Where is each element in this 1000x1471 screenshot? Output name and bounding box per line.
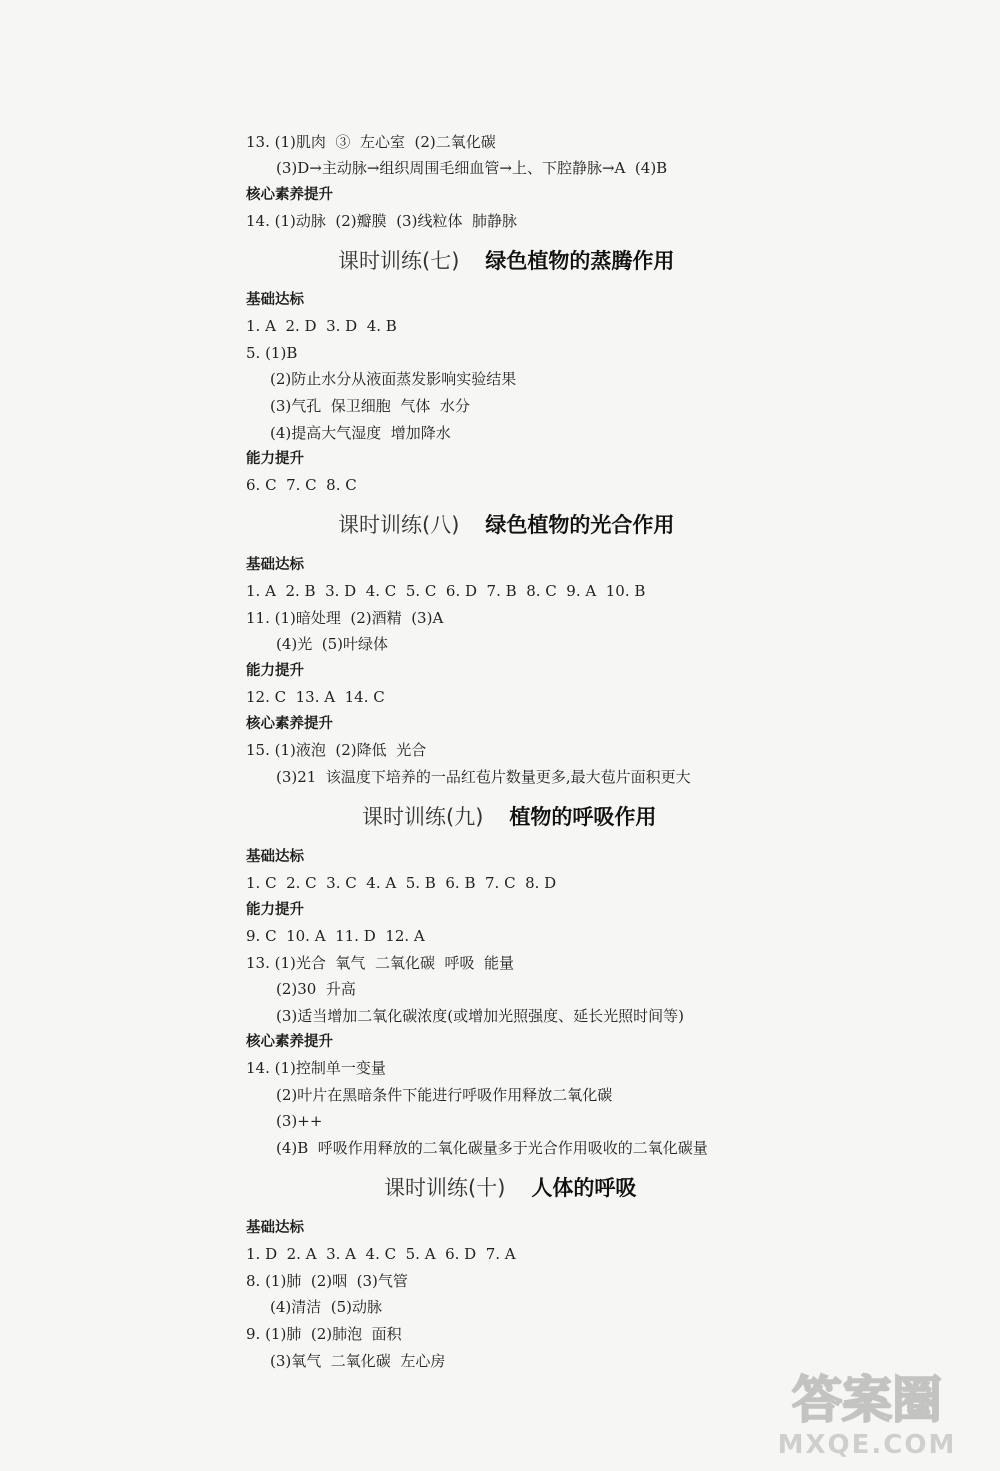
answer-line: (4)B 呼吸作用释放的二氧化碳量多于光合作用吸收的二氧化碳量 bbox=[276, 1139, 708, 1157]
answer-line: 1. C 2. C 3. C 4. A 5. B 6. B 7. C 8. D bbox=[246, 874, 557, 892]
lesson-title bbox=[384, 1173, 636, 1203]
lesson-number: 课时训练(十) bbox=[384, 1176, 506, 1200]
answer-line: (3)D→主动脉→组织周围毛细血管→上、下腔静脉→A (4)B bbox=[276, 159, 668, 177]
answer-line: 13. (1)肌肉 ③ 左心室 (2)二氧化碳 bbox=[246, 133, 496, 151]
answer-line: 9. (1)肺 (2)肺泡 面积 bbox=[246, 1325, 402, 1343]
answer-line: (2)叶片在黑暗条件下能进行呼吸作用释放二氧化碳 bbox=[276, 1086, 613, 1104]
answer-line: (2)防止水分从液面蒸发影响实验结果 bbox=[270, 370, 517, 388]
answer-line: (3)氧气 二氧化碳 左心房 bbox=[270, 1352, 446, 1370]
answer-line: (4)光 (5)叶绿体 bbox=[276, 635, 389, 653]
section-label: 核心素养提升 bbox=[246, 1034, 333, 1050]
section-label: 核心素养提升 bbox=[246, 187, 333, 203]
answer-line: (4)提高大气湿度 增加降水 bbox=[270, 424, 451, 442]
lesson-number: 课时训练(八) bbox=[338, 513, 460, 537]
lesson-topic: 植物的呼吸作用 bbox=[509, 805, 657, 829]
answer-line: 13. (1)光合 氧气 二氧化碳 呼吸 能量 bbox=[246, 954, 515, 972]
answer-line: 6. C 7. C 8. C bbox=[246, 476, 357, 494]
answer-line: 5. (1)B bbox=[246, 344, 298, 362]
watermark-logo bbox=[752, 1361, 982, 1461]
answer-line: (3)气孔 保卫细胞 气体 水分 bbox=[270, 397, 470, 415]
section-label: 基础达标 bbox=[246, 557, 304, 573]
lesson-topic: 绿色植物的光合作用 bbox=[485, 513, 675, 537]
lesson-topic: 绿色植物的蒸腾作用 bbox=[485, 249, 675, 273]
section-label: 核心素养提升 bbox=[246, 716, 333, 732]
watermark-text: 答案圈 bbox=[792, 1371, 942, 1429]
answer-line: 14. (1)控制单一变量 bbox=[246, 1059, 386, 1077]
section-label: 基础达标 bbox=[246, 849, 304, 865]
answer-line: 12. C 13. A 14. C bbox=[246, 688, 385, 706]
lesson-topic: 人体的呼吸 bbox=[531, 1176, 637, 1200]
lesson-title bbox=[362, 802, 656, 832]
section-label: 能力提升 bbox=[246, 663, 304, 679]
answer-line: (3)适当增加二氧化碳浓度(或增加光照强度、延长光照时间等) bbox=[276, 1007, 684, 1025]
section-label: 能力提升 bbox=[246, 451, 304, 467]
answer-line: (3)21 该温度下培养的一品红苞片数量更多,最大苞片面积更大 bbox=[276, 768, 691, 786]
answer-line: 9. C 10. A 11. D 12. A bbox=[246, 927, 425, 945]
section-label: 能力提升 bbox=[246, 902, 304, 918]
answer-line: (3)++ bbox=[276, 1112, 323, 1130]
lesson-title bbox=[338, 246, 674, 276]
watermark-url: MXQE.COM bbox=[777, 1430, 957, 1460]
answer-line: 11. (1)暗处理 (2)酒精 (3)A bbox=[246, 609, 444, 627]
answer-line: 1. A 2. B 3. D 4. C 5. C 6. D 7. B 8. C 9. A 10. B bbox=[246, 582, 646, 600]
answer-line: (4)清洁 (5)动脉 bbox=[270, 1298, 383, 1316]
answer-line: 1. A 2. D 3. D 4. B bbox=[246, 317, 397, 335]
answer-line: 14. (1)动脉 (2)瓣膜 (3)线粒体 肺静脉 bbox=[246, 212, 517, 230]
answer-line: (2)30 升高 bbox=[276, 980, 356, 998]
lesson-title bbox=[338, 510, 674, 540]
lesson-number: 课时训练(七) bbox=[338, 249, 460, 273]
answer-line: 8. (1)肺 (2)咽 (3)气管 bbox=[246, 1272, 408, 1290]
answer-line: 15. (1)液泡 (2)降低 光合 bbox=[246, 741, 427, 759]
lesson-number: 课时训练(九) bbox=[362, 805, 484, 829]
section-label: 基础达标 bbox=[246, 292, 304, 308]
section-label: 基础达标 bbox=[246, 1220, 304, 1236]
answer-line: 1. D 2. A 3. A 4. C 5. A 6. D 7. A bbox=[246, 1245, 516, 1263]
